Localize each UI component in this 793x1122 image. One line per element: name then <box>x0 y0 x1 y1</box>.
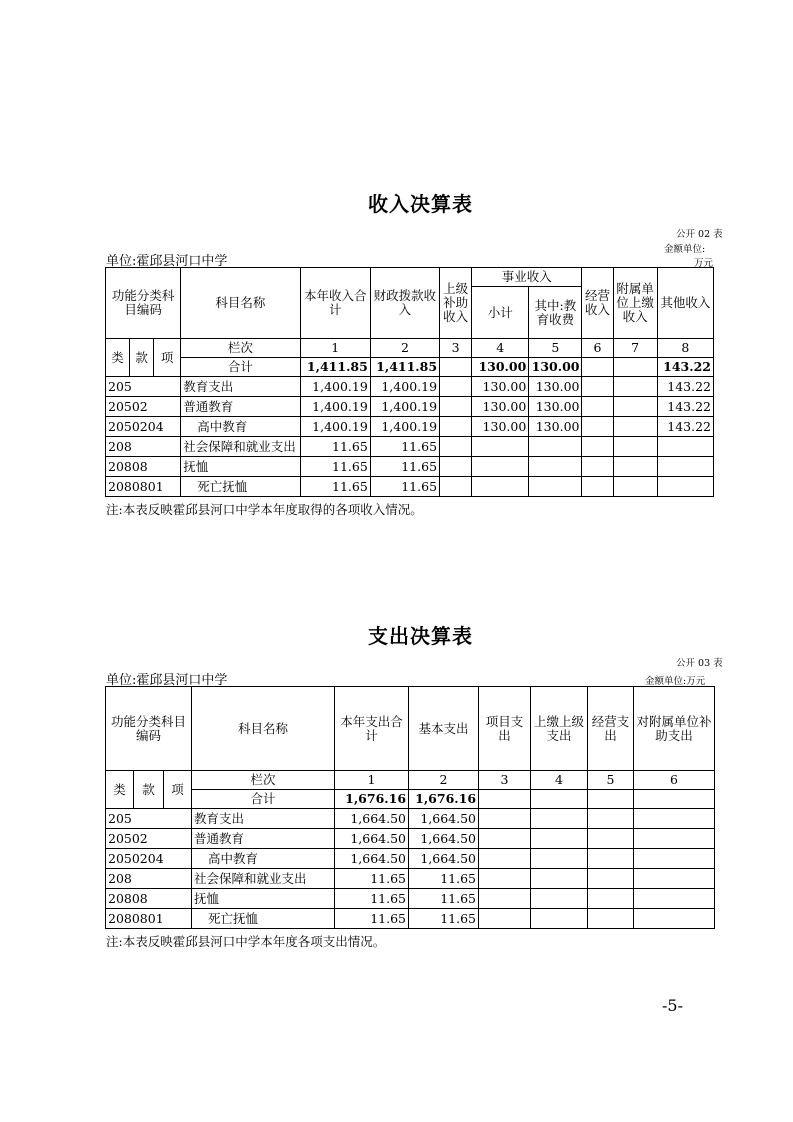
expense-col-number: 1 <box>335 771 409 790</box>
income-total-c2: 1,411.85 <box>370 358 439 377</box>
expense-row-c1: 11.65 <box>335 869 409 889</box>
expense-row-c1: 1,664.50 <box>335 829 409 849</box>
income-col-number: 5 <box>529 339 582 358</box>
income-row-code: 2050204 <box>106 417 181 437</box>
expense-row-name: 抚恤 <box>192 889 335 909</box>
income-row-c8 <box>657 457 713 477</box>
expense-row-code: 20808 <box>106 889 192 909</box>
income-row-c6 <box>582 397 613 417</box>
income-header-func-code: 功能分类科目编码 <box>106 268 181 339</box>
income-row-c7 <box>613 397 657 417</box>
income-row-c7 <box>613 457 657 477</box>
income-row-c8: 143.22 <box>657 417 713 437</box>
income-row-code: 20808 <box>106 457 181 477</box>
expense-header-affiliated-subsidy: 对附属单位补助支出 <box>634 687 715 771</box>
expense-unit-name: 单位:霍邱县河口中学 <box>106 673 228 688</box>
expense-row-c5 <box>588 909 634 929</box>
expense-row-c5 <box>588 869 634 889</box>
income-row-c2: 1,400.19 <box>370 377 439 397</box>
income-row-c3 <box>440 477 472 497</box>
income-row-c3 <box>440 377 472 397</box>
expense-row-c2: 11.65 <box>409 889 479 909</box>
expense-row-c3 <box>479 909 531 929</box>
income-table-row <box>106 457 714 477</box>
income-row-c7 <box>613 437 657 457</box>
income-header-affiliated: 附属单位上缴收入 <box>613 268 657 339</box>
income-row-c5: 130.00 <box>529 377 582 397</box>
expense-row-name: 高中教育 <box>192 849 335 869</box>
income-row-c1: 1,400.19 <box>300 377 370 397</box>
expense-total-c3 <box>479 790 531 809</box>
expense-row-c3 <box>479 829 531 849</box>
income-table-row <box>106 477 714 497</box>
income-row-c2: 1,400.19 <box>370 397 439 417</box>
expense-form-number: 公开 03 表 <box>676 658 723 669</box>
expense-total-c4 <box>531 790 588 809</box>
income-row-code: 2080801 <box>106 477 181 497</box>
income-row-c1: 1,400.19 <box>300 397 370 417</box>
income-row-name: 高中教育 <box>181 417 300 437</box>
expense-row-c6 <box>634 909 715 929</box>
expense-row-c5 <box>588 889 634 909</box>
income-row-code: 20502 <box>106 397 181 417</box>
expense-row-c6 <box>634 869 715 889</box>
expense-amount-unit: 金额单位:万元 <box>645 676 706 687</box>
expense-table-row <box>106 909 715 929</box>
expense-row-c2: 11.65 <box>409 869 479 889</box>
expense-col-number: 6 <box>634 771 715 790</box>
expense-header-kuan: 款 <box>134 771 164 809</box>
income-row-c3 <box>440 457 472 477</box>
income-row-c2: 11.65 <box>370 457 439 477</box>
income-row-c3 <box>440 437 472 457</box>
expense-row-c2: 11.65 <box>409 909 479 929</box>
income-row-c6 <box>582 437 613 457</box>
expense-row-name: 普通教育 <box>192 829 335 849</box>
expense-total-c5 <box>588 790 634 809</box>
income-header-fiscal: 财政拨款收入 <box>370 268 439 339</box>
income-row-c5: 130.00 <box>529 417 582 437</box>
expense-row-c2: 1,664.50 <box>409 849 479 869</box>
expense-header-lanci: 栏次 <box>192 771 335 790</box>
income-row-name: 普通教育 <box>181 397 300 417</box>
income-row-c1: 11.65 <box>300 457 370 477</box>
income-col-number: 6 <box>582 339 613 358</box>
expense-title: 支出决算表 <box>368 624 473 648</box>
income-amount-unit-label: 金额单位: <box>664 244 706 255</box>
expense-col-number: 4 <box>531 771 588 790</box>
income-row-code: 208 <box>106 437 181 457</box>
income-header-xiang: 项 <box>154 339 181 377</box>
expense-table-row <box>106 849 715 869</box>
income-row-name: 教育支出 <box>181 377 300 397</box>
income-row-name: 抚恤 <box>181 457 300 477</box>
income-header-subject-name: 科目名称 <box>181 268 300 339</box>
income-col-number: 4 <box>472 339 529 358</box>
expense-total-c1: 1,676.16 <box>335 790 409 809</box>
income-row-c3 <box>440 397 472 417</box>
income-header-subtotal: 小计 <box>472 287 529 339</box>
income-row-c5: 130.00 <box>529 397 582 417</box>
income-row-c2: 1,400.19 <box>370 417 439 437</box>
income-header-lanci: 栏次 <box>181 339 300 358</box>
income-row-c1: 1,400.19 <box>300 417 370 437</box>
expense-col-number: 3 <box>479 771 531 790</box>
expense-header-subject-name: 科目名称 <box>192 687 335 771</box>
income-row-c4 <box>472 477 529 497</box>
expense-col-number: 5 <box>588 771 634 790</box>
expense-row-c3 <box>479 809 531 829</box>
income-table-row <box>106 377 714 397</box>
expense-header-lei: 类 <box>106 771 134 809</box>
income-header-superior-subsidy: 上级补助收入 <box>440 268 472 339</box>
expense-total-c6 <box>634 790 715 809</box>
expense-row-c6 <box>634 809 715 829</box>
income-row-c6 <box>582 417 613 437</box>
page-number: -5- <box>662 996 683 1015</box>
expense-row-c4 <box>531 909 588 929</box>
income-row-c4: 130.00 <box>472 417 529 437</box>
expense-header-xiang: 项 <box>164 771 192 809</box>
expense-row-c4 <box>531 849 588 869</box>
expense-row-c4 <box>531 869 588 889</box>
income-row-c1: 11.65 <box>300 477 370 497</box>
expense-table-body <box>106 809 715 929</box>
income-header-edu-fee: 其中:教育收费 <box>529 287 582 339</box>
income-header-business-income: 事业收入 <box>472 268 582 287</box>
income-row-c4: 130.00 <box>472 397 529 417</box>
income-total-label: 合计 <box>181 358 300 377</box>
expense-row-c1: 11.65 <box>335 889 409 909</box>
expense-row-c5 <box>588 809 634 829</box>
expense-row-code: 205 <box>106 809 192 829</box>
income-row-c4 <box>472 437 529 457</box>
income-table-row <box>106 397 714 417</box>
expense-row-name: 社会保障和就业支出 <box>192 869 335 889</box>
expense-row-code: 2080801 <box>106 909 192 929</box>
expense-header-project: 项目支出 <box>479 687 531 771</box>
expense-row-c6 <box>634 829 715 849</box>
income-table <box>105 267 714 497</box>
income-row-c8: 143.22 <box>657 377 713 397</box>
income-row-c6 <box>582 377 613 397</box>
expense-row-c4 <box>531 829 588 849</box>
income-table-row <box>106 417 714 437</box>
expense-table-row <box>106 809 715 829</box>
expense-row-c5 <box>588 849 634 869</box>
income-amount-unit-value: 万元 <box>694 258 714 269</box>
income-total-c5: 130.00 <box>529 358 582 377</box>
income-title: 收入决算表 <box>368 192 473 216</box>
income-row-c8 <box>657 477 713 497</box>
income-row-c5 <box>529 457 582 477</box>
expense-row-code: 2050204 <box>106 849 192 869</box>
income-row-c8: 143.22 <box>657 397 713 417</box>
expense-row-c3 <box>479 889 531 909</box>
expense-row-c3 <box>479 869 531 889</box>
expense-row-code: 208 <box>106 869 192 889</box>
income-total-c8: 143.22 <box>657 358 713 377</box>
expense-table-row <box>106 889 715 909</box>
income-row-c2: 11.65 <box>370 437 439 457</box>
income-row-c7 <box>613 377 657 397</box>
income-row-c7 <box>613 417 657 437</box>
expense-total-label: 合计 <box>192 790 335 809</box>
expense-header-operating: 经营支出 <box>588 687 634 771</box>
income-total-c7 <box>613 358 657 377</box>
expense-row-name: 教育支出 <box>192 809 335 829</box>
income-table-body <box>106 377 714 497</box>
income-row-c7 <box>613 477 657 497</box>
income-row-c6 <box>582 477 613 497</box>
expense-row-c4 <box>531 889 588 909</box>
income-row-c5 <box>529 437 582 457</box>
income-col-number: 8 <box>657 339 713 358</box>
expense-table-row <box>106 829 715 849</box>
income-col-number: 7 <box>613 339 657 358</box>
income-total-c1: 1,411.85 <box>300 358 370 377</box>
expense-row-c2: 1,664.50 <box>409 809 479 829</box>
expense-row-c6 <box>634 889 715 909</box>
income-row-c1: 11.65 <box>300 437 370 457</box>
income-col-number: 1 <box>300 339 370 358</box>
expense-note: 注:本表反映霍邱县河口中学本年度各项支出情况。 <box>106 934 386 949</box>
expense-row-c1: 1,664.50 <box>335 849 409 869</box>
income-table-row <box>106 437 714 457</box>
expense-row-c2: 1,664.50 <box>409 829 479 849</box>
expense-row-c1: 1,664.50 <box>335 809 409 829</box>
income-form-number: 公开 02 表 <box>676 229 723 240</box>
income-header-other: 其他收入 <box>657 268 713 339</box>
expense-table <box>105 686 715 929</box>
expense-header-basic: 基本支出 <box>409 687 479 771</box>
expense-row-c5 <box>588 829 634 849</box>
expense-total-c2: 1,676.16 <box>409 790 479 809</box>
income-row-c3 <box>440 417 472 437</box>
expense-total-row <box>106 790 715 809</box>
income-total-c3 <box>440 358 472 377</box>
expense-row-c1: 11.65 <box>335 909 409 929</box>
expense-row-name: 死亡抚恤 <box>192 909 335 929</box>
income-row-c4 <box>472 457 529 477</box>
income-row-name: 死亡抚恤 <box>181 477 300 497</box>
income-total-row <box>106 358 714 377</box>
expense-header-total: 本年支出合计 <box>335 687 409 771</box>
income-row-name: 社会保障和就业支出 <box>181 437 300 457</box>
income-header-lei: 类 <box>106 339 130 377</box>
income-row-c6 <box>582 457 613 477</box>
expense-row-code: 20502 <box>106 829 192 849</box>
expense-row-c6 <box>634 849 715 869</box>
income-note: 注:本表反映霍邱县河口中学本年度取得的各项收入情况。 <box>106 502 423 517</box>
expense-header-func-code: 功能分类科目编码 <box>106 687 192 771</box>
income-row-c5 <box>529 477 582 497</box>
expense-header-upper-pay: 上缴上级支出 <box>531 687 588 771</box>
expense-col-number: 2 <box>409 771 479 790</box>
income-header-total: 本年收入合计 <box>300 268 370 339</box>
income-unit-name: 单位:霍邱县河口中学 <box>106 254 228 269</box>
income-row-c8 <box>657 437 713 457</box>
expense-table-row <box>106 869 715 889</box>
income-row-code: 205 <box>106 377 181 397</box>
income-col-number: 3 <box>440 339 472 358</box>
income-header-kuan: 款 <box>130 339 154 377</box>
income-total-c6 <box>582 358 613 377</box>
expense-row-c4 <box>531 809 588 829</box>
income-header-operating: 经营收入 <box>582 268 613 339</box>
expense-row-c3 <box>479 849 531 869</box>
income-col-number: 2 <box>370 339 439 358</box>
income-total-c4: 130.00 <box>472 358 529 377</box>
income-row-c2: 11.65 <box>370 477 439 497</box>
income-row-c4: 130.00 <box>472 377 529 397</box>
